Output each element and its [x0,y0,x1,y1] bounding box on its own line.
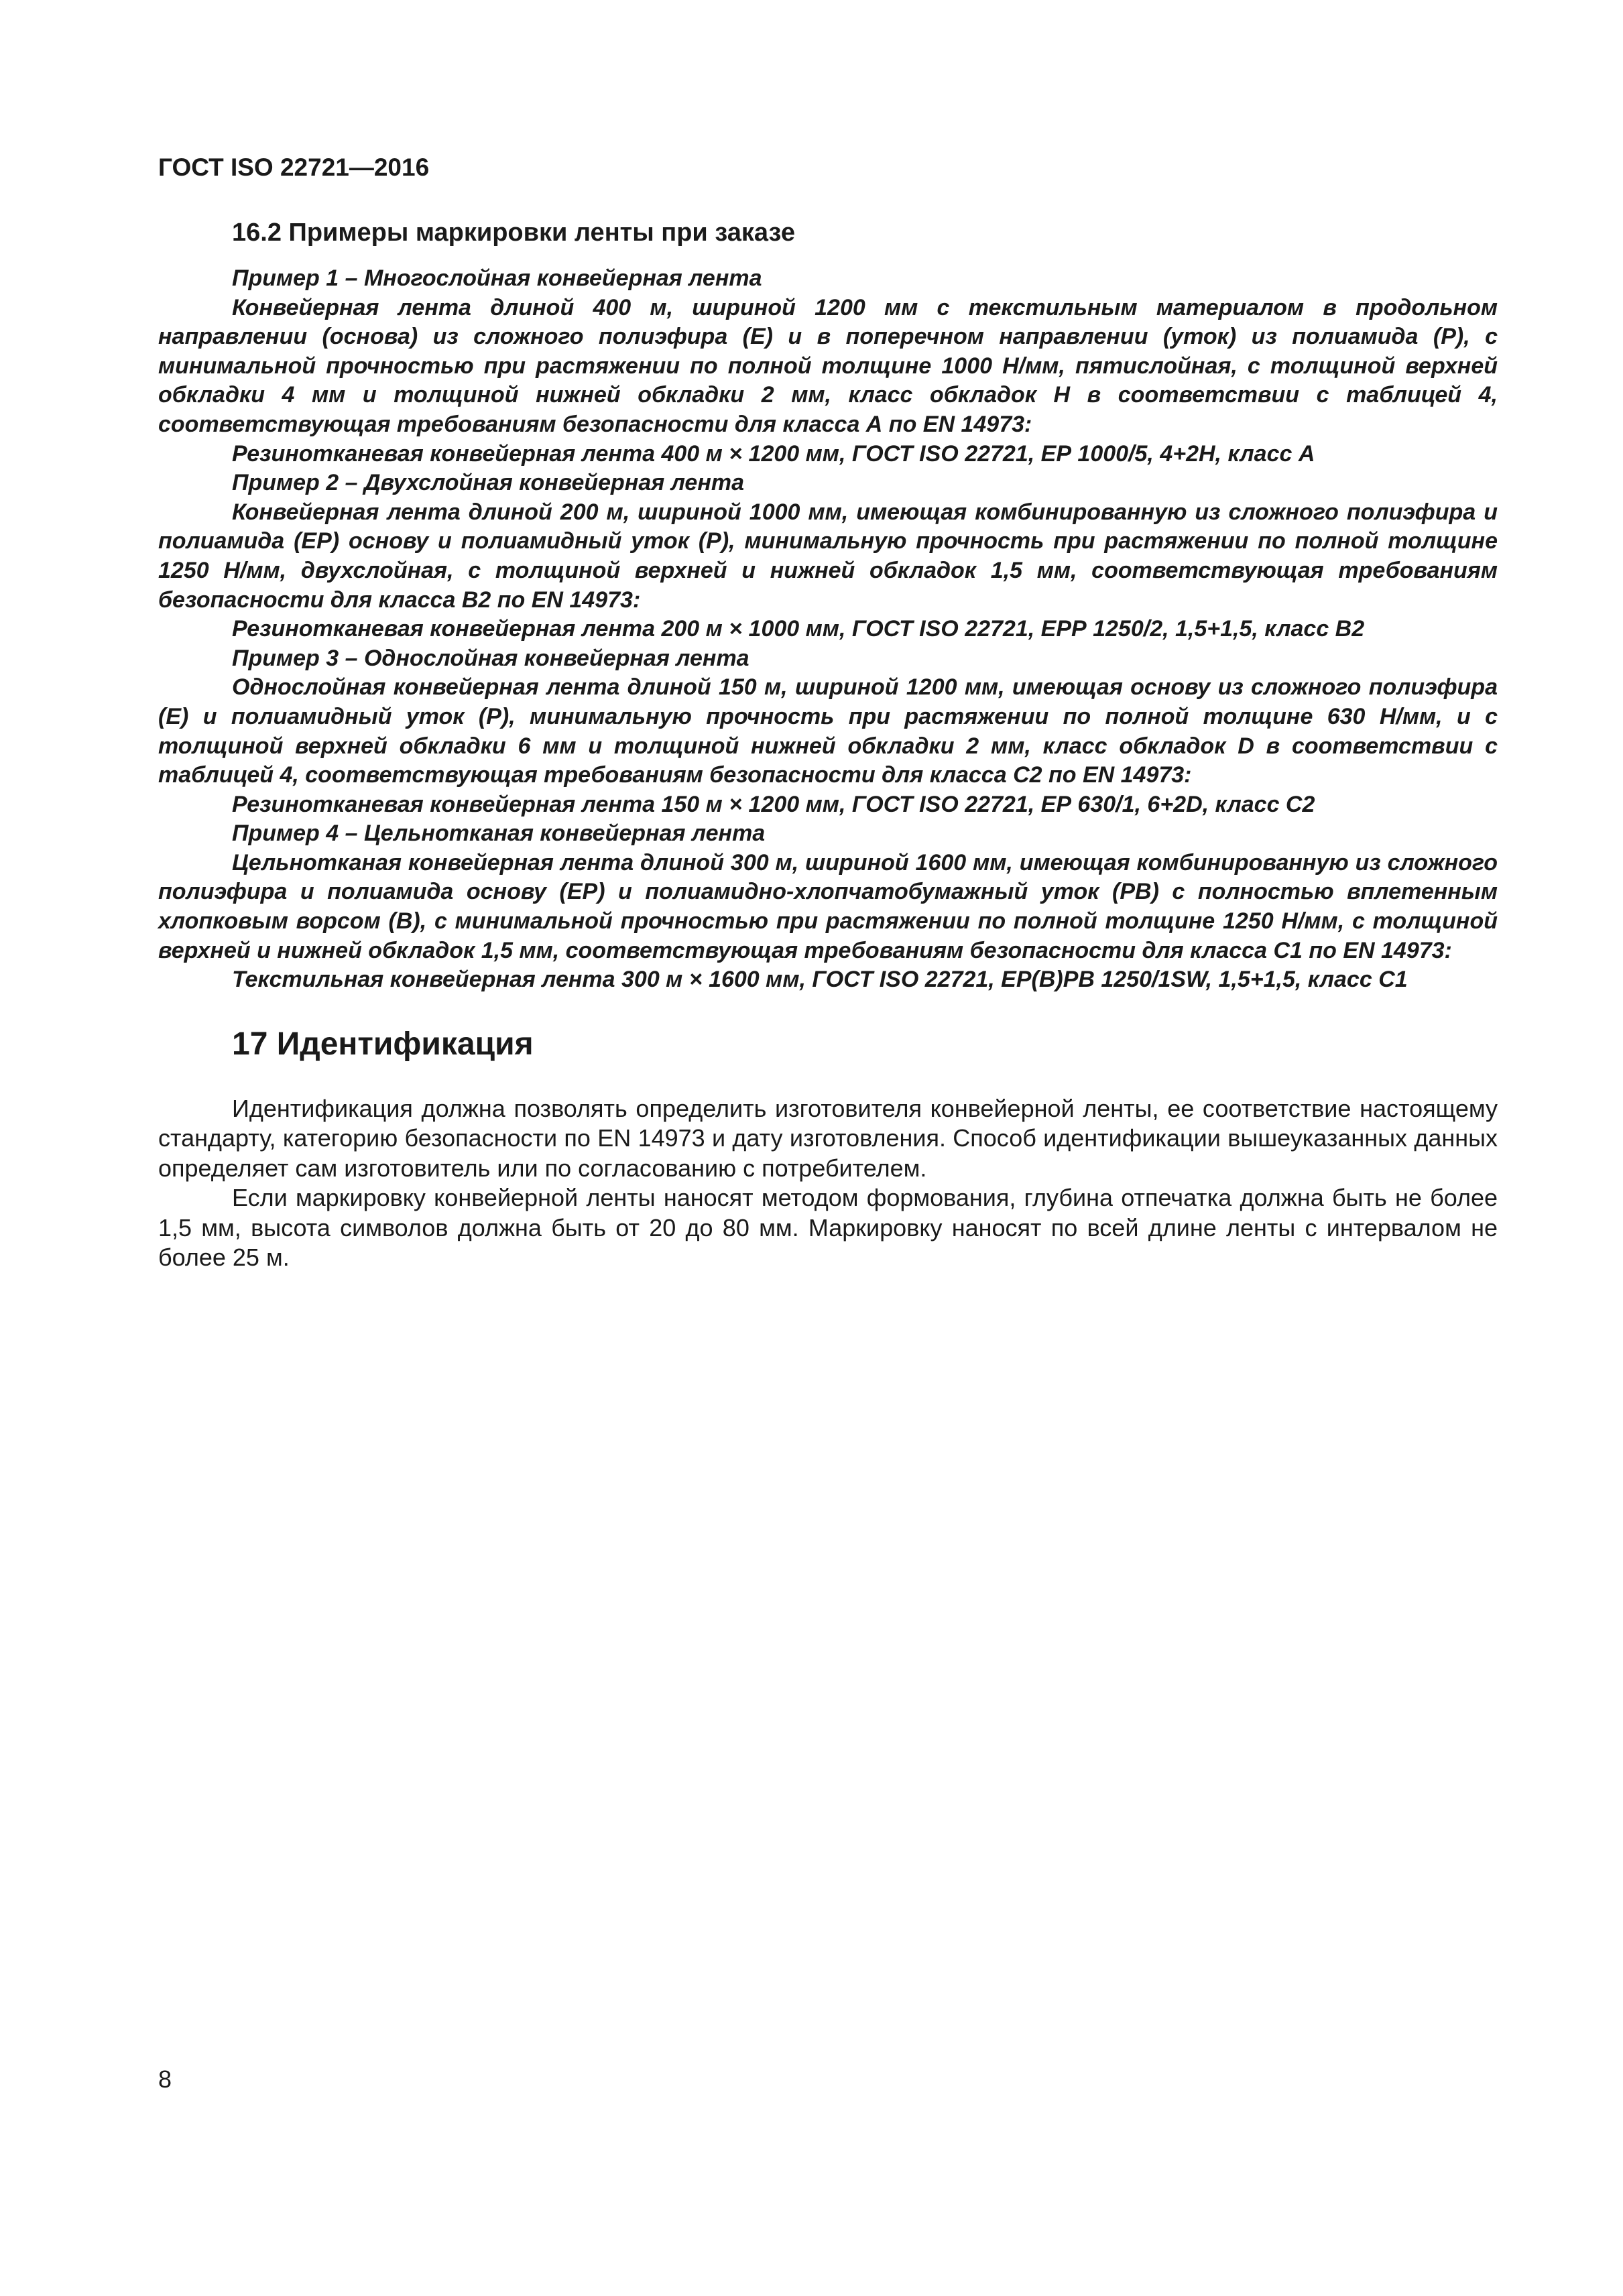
example-text: Цельнотканая конвейерная лента длиной 300 м, шириной 1600 мм, имеющая комбинированную из сложного полиэфира и полиамида основу (ЕР) и полиамидно-хлопчатобумажный уток (РВ) с полностью вплетенным хлопковым ворсом (В), с минимальной прочностью при растяжении по полной толщине 1250 Н/мм, с толщиной верхней и нижней обкладок 1,5 мм, соответствующая требованиям безопасности для класса С1 по EN 14973: [158,849,1498,963]
example-text: Однослойная конвейерная лента длиной 150 м, шириной 1200 мм, имеющая основу из сложного полиэфира (Е) и полиамидный уток (Р), минимальную прочность при растяжении по полной толщине 630 Н/мм, и с толщиной верхней обкладки 6 мм и толщиной нижней обкладки 2 мм, класс обкладок D в соответствии с таблицей 4, соответствующая требованиям безопасности для класса С2 по EN 14973: [158,674,1498,788]
example-heading: Пример 1 – Многослойная конвейерная лента [232,265,762,291]
section-heading: 17 Идентификация [232,1026,534,1062]
document-code-header: ГОСТ ISO 22721—2016 [158,154,430,181]
example-designation: Резинотканевая конвейерная лента 200 м × 1000 мм, ГОСТ ISO 22721, ЕРР 1250/2, 1,5+1,5, класс В2 [232,616,1365,642]
example-heading: Пример 4 – Цельнотканая конвейерная лента [232,821,766,847]
page-number: 8 [158,2065,172,2093]
example-block [158,264,1498,995]
example-heading: Пример 3 – Однослойная конвейерная лента [232,645,749,671]
body-paragraph: Идентификация должна позволять определить изготовителя конвейерной ленты, ее соответствие настоящему стандарту, категорию безопасности по EN 14973 и дату изготовления. Способ идентификации вышеуказанных данных определяет сам изготовитель или по согласованию с потребителем. [158,1094,1498,1182]
example-text: Конвейерная лента длиной 400 м, шириной 1200 мм с текстильным материалом в продольном направлении (основа) из сложного полиэфира (Е) и в поперечном направлении (уток) из полиамида (Р), с минимальной прочностью при растяжении по полной толщине 1000 Н/мм, пятислойная, с толщиной верхней обкладки 4 мм и толщиной нижней обкладки 2 мм, класс обкладок Н в соответствии с таблицей 4, соответствующая требованиям безопасности для класса А по EN 14973: [158,294,1498,437]
example-designation: Текстильная конвейерная лента 300 м × 1600 мм, ГОСТ ISO 22721, ЕР(В)РВ 1250/1SW, 1,5+1,5, класс С1 [232,967,1408,993]
body-paragraph: Если маркировку конвейерной ленты наносят методом формования, глубина отпечатка должна быть не более 1,5 мм, высота символов должна быть от 20 до 80 мм. Маркировку наносят по всей длине ленты с интервалом не более 25 м. [158,1184,1498,1272]
page-content [158,216,1498,1273]
example-designation: Резинотканевая конвейерная лента 400 м × 1200 мм, ГОСТ ISO 22721, ЕР 1000/5, 4+2Н, класс А [232,440,1315,467]
example-heading: Пример 2 – Двухслойная конвейерная лента [232,470,745,496]
example-designation: Резинотканевая конвейерная лента 150 м × 1200 мм, ГОСТ ISO 22721, ЕР 630/1, 6+2D, класс С2 [232,791,1315,817]
example-text: Конвейерная лента длиной 200 м, шириной 1000 мм, имеющая комбинированную из сложного полиэфира и полиамида (ЕР) основу и полиамидный уток (Р), минимальную прочность при растяжении по полной толщине 1250 Н/мм, двухслойная, с толщиной верхней и нижней обкладок 1,5 мм, соответствующая требованиям безопасности для класса В2 по EN 14973: [158,499,1498,613]
section-body [158,1094,1498,1273]
subsection-title: 16.2 Примеры маркировки ленты при заказе [232,219,796,247]
